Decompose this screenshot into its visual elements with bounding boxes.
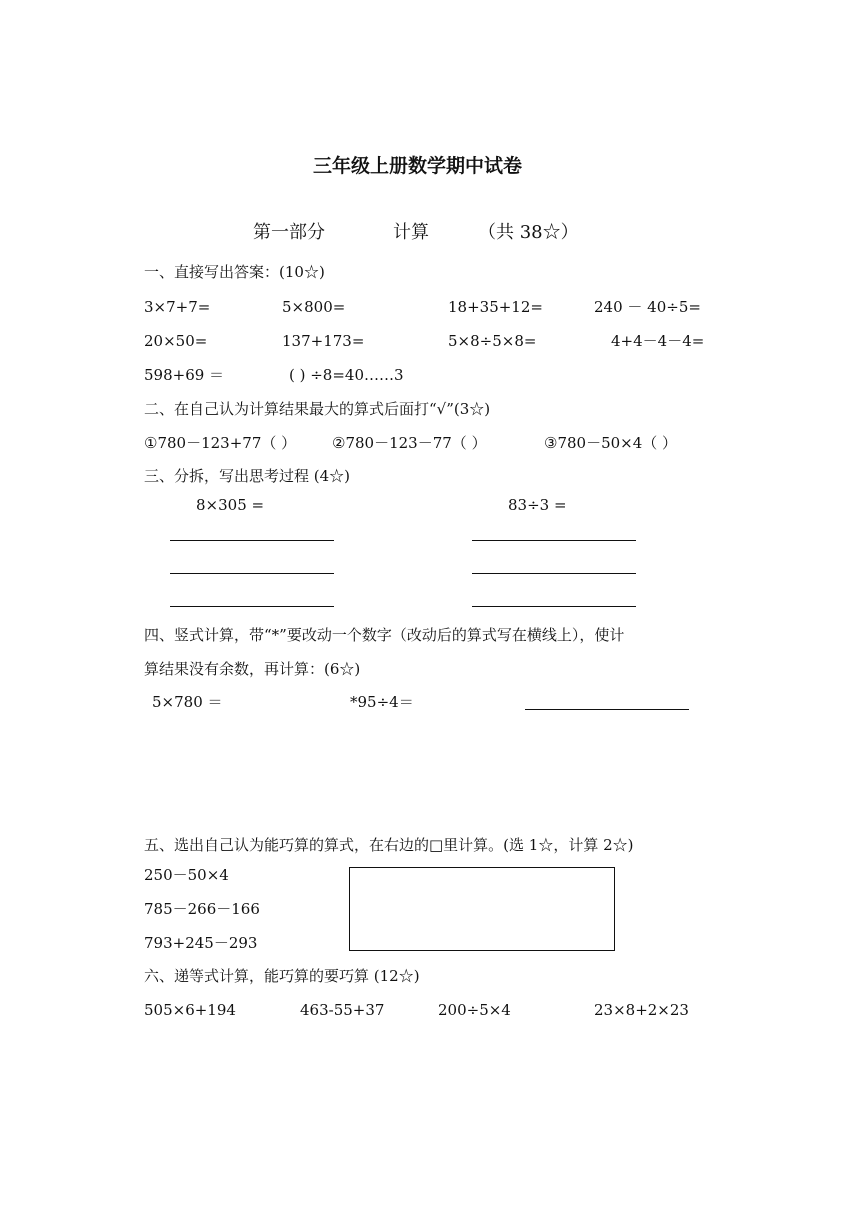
s6-problem: 200÷5×4 <box>438 1001 511 1019</box>
answer-line <box>170 540 334 541</box>
s2-option: ①780－123+77（ ） <box>144 434 297 452</box>
s5-expression: 793+245－293 <box>144 934 258 952</box>
s1-problem: 5×800= <box>282 298 346 316</box>
answer-line <box>472 540 636 541</box>
s3-left-problem: 8×305 = <box>196 496 265 514</box>
answer-line <box>525 709 689 710</box>
part-one-name: 第一部分 <box>253 222 325 243</box>
section-3-heading: 三、分拆，写出思考过程 (4☆) <box>144 467 351 485</box>
section-4-heading-cont: 算结果没有余数，再计算：(6☆) <box>144 660 361 678</box>
s1-problem: 5×8÷5×8= <box>448 332 537 350</box>
section-6-heading: 六、递等式计算，能巧算的要巧算 (12☆) <box>144 967 420 985</box>
s6-problem: 23×8+2×23 <box>594 1001 689 1019</box>
s1-problem: 20×50= <box>144 332 208 350</box>
answer-line <box>472 573 636 574</box>
s5-expression: 250－50×4 <box>144 866 229 884</box>
s1-problem: 240 － 40÷5= <box>594 298 701 316</box>
s2-option: ③780－50×4（ ） <box>544 434 678 452</box>
s1-problem: 137+173= <box>282 332 365 350</box>
part-one-topic: 计算 <box>393 222 429 243</box>
s4-problem: 5×780 ＝ <box>152 693 223 711</box>
s1-problem: 4+4－4－4= <box>611 332 705 350</box>
section-5-heading: 五、选出自己认为能巧算的算式，在右边的□里计算。(选 1☆，计算 2☆) <box>144 836 634 854</box>
s1-problem: 3×7+7= <box>144 298 211 316</box>
s3-right-problem: 83÷3 = <box>508 496 567 514</box>
s4-problem: *95÷4＝ <box>350 693 414 711</box>
answer-line <box>472 606 636 607</box>
s6-problem: 505×6+194 <box>144 1001 236 1019</box>
s1-problem: ( ) ÷8=40……3 <box>289 366 404 384</box>
exam-title: 三年级上册数学期中试卷 <box>313 155 523 177</box>
section-1-heading: 一、直接写出答案：(10☆) <box>144 263 325 281</box>
s6-problem: 463-55+37 <box>300 1001 385 1019</box>
s2-option: ②780－123－77（ ） <box>332 434 487 452</box>
answer-box <box>349 867 615 951</box>
answer-line <box>170 606 334 607</box>
section-2-heading: 二、在自己认为计算结果最大的算式后面打“√”(3☆) <box>144 400 491 418</box>
s1-problem: 598+69 ＝ <box>144 366 225 384</box>
part-one-score: （共 38☆） <box>478 222 579 243</box>
s1-problem: 18+35+12= <box>448 298 543 316</box>
section-4-heading: 四、竖式计算，带“*”要改动一个数字（改动后的算式写在横线上），使计 <box>144 626 625 644</box>
answer-line <box>170 573 334 574</box>
s5-expression: 785－266－166 <box>144 900 260 918</box>
